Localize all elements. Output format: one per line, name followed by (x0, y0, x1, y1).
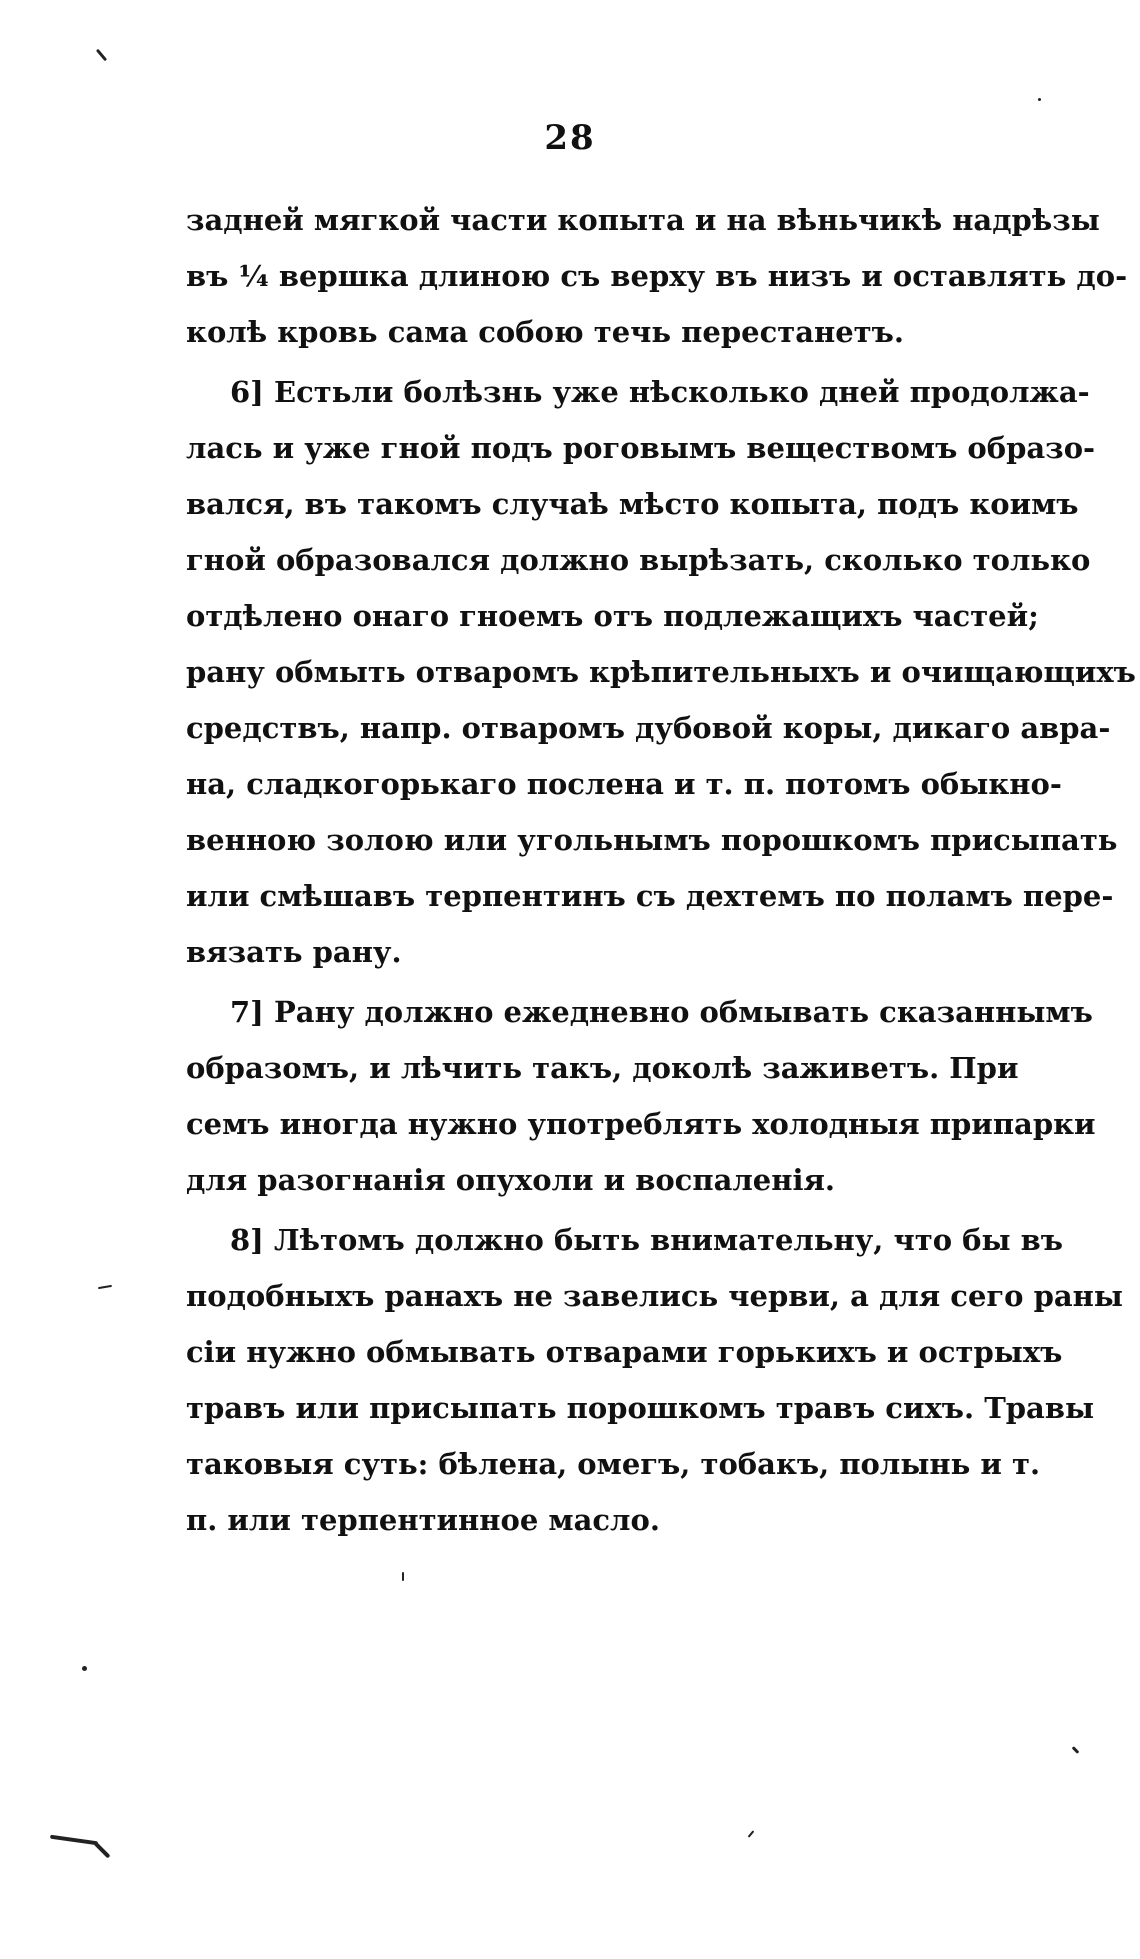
scan-speck (1072, 1746, 1080, 1754)
text-line: отдѣлено онаго гноемъ отъ подлежащихъ частей; (186, 599, 1039, 633)
page-number: 28 (544, 118, 596, 158)
text-line: вался, въ такомъ случаѣ мѣсто копыта, подъ коимъ (186, 487, 1079, 521)
scan-speck (1038, 98, 1041, 101)
paragraph-1 (186, 192, 1128, 360)
scan-speck (82, 1666, 87, 1671)
text-line: венною золою или угольнымъ порошкомъ присыпать (186, 823, 1118, 857)
scan-speck (748, 1830, 755, 1837)
text-line: образомъ, и лѣчить такъ, доколѣ заживетъ. При (186, 1051, 1019, 1085)
text-line: задней мягкой части копыта и на вѣньчикѣ надрѣзы (186, 203, 1100, 237)
text-line: вязать рану. (186, 935, 402, 969)
text-line: 7] Рану должно ежедневно обмывать сказаннымъ (230, 995, 1093, 1029)
text-line: колѣ кровь сама собою течь перестанетъ. (186, 315, 904, 349)
text-line: 6] Естьли болѣзнь уже нѣсколько дней продолжа- (230, 375, 1090, 409)
text-line: травъ или присыпать порошкомъ травъ сихъ. Травы (186, 1391, 1095, 1425)
body-text (186, 192, 1136, 1552)
text-line: на, сладкогорькаго послена и т. п. потомъ обыкно- (186, 767, 1062, 801)
text-line: сіи нужно обмывать отварами горькихъ и острыхъ (186, 1335, 1063, 1369)
text-line: или смѣшавъ терпентинъ съ дехтемъ по поламъ пере- (186, 879, 1114, 913)
paragraph-7 (186, 984, 1096, 1208)
text-line: подобныхъ ранахъ не завелись черви, а для сего раны (186, 1279, 1123, 1313)
scan-speck (50, 1835, 98, 1846)
text-line: лась и уже гной подъ роговымъ веществомъ образо- (186, 431, 1096, 465)
text-line: гной образовался должно вырѣзать, сколько только (186, 543, 1091, 577)
text-line: 8] Лѣтомъ должно быть внимательну, что бы въ (230, 1223, 1064, 1257)
scan-speck (94, 1842, 111, 1859)
text-line: рану обмыть отваромъ крѣпительныхъ и очищающихъ (186, 655, 1136, 689)
text-line: средствъ, напр. отваромъ дубовой коры, дикаго авра- (186, 711, 1111, 745)
paragraph-8 (186, 1212, 1123, 1548)
text-line: семъ иногда нужно употреблять холодныя припарки (186, 1107, 1096, 1141)
text-line: въ ¼ вершка длиною съ верху въ низъ и оставлять до- (186, 259, 1128, 293)
scan-speck (402, 1572, 404, 1581)
scan-speck (98, 1285, 112, 1289)
text-line: для разогнанія опухоли и воспаленія. (186, 1163, 836, 1197)
paragraph-6 (186, 364, 1136, 980)
scan-speck (96, 49, 107, 62)
text-line: п. или терпентинное масло. (186, 1503, 660, 1537)
text-line: таковыя суть: бѣлена, омегъ, тобакъ, полынь и т. (186, 1447, 1041, 1481)
